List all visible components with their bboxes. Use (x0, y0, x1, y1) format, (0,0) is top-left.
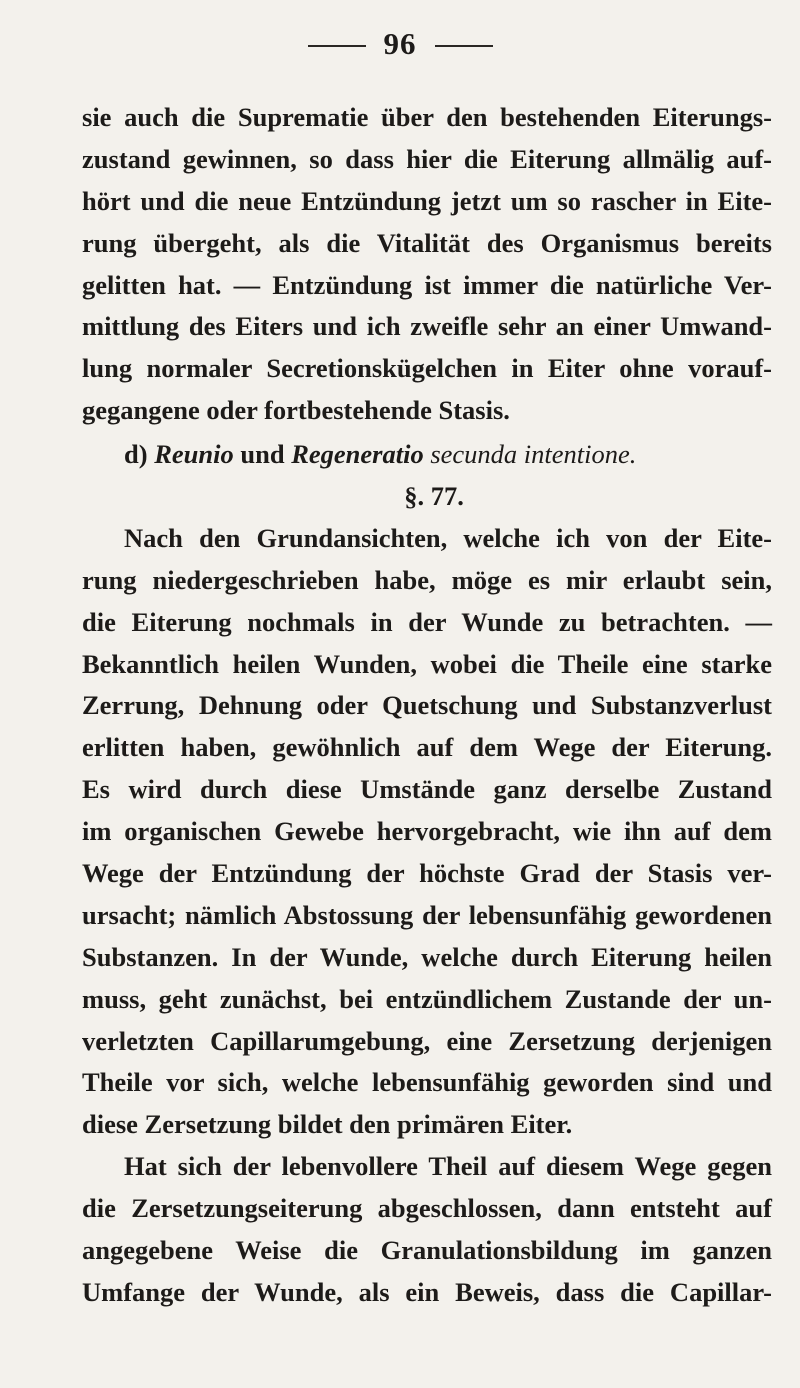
paragraph-1 (82, 97, 772, 432)
text-line: verletzten Capillarumgebung, eine Zersetzung derjenigen (82, 1025, 772, 1056)
text-line: Theile vor sich, welche lebensunfähig geworden sind und (82, 1067, 772, 1098)
subheading-prefix: d) (124, 439, 148, 470)
text-line: angegebene Weise die Granulationsbildung im ganzen (82, 1235, 772, 1266)
text-line: Zerrung, Dehnung oder Quetschung und Substanzverlust (82, 690, 772, 721)
text-line: die Eiterung nochmals in der Wunde zu betrachten. — (82, 606, 772, 637)
text-line: muss, geht zunächst, bei entzündlichem Zustande der un- (82, 983, 772, 1014)
text-line: erlitten haben, gewöhnlich auf dem Wege der Eiterung. (82, 732, 772, 763)
subheading-term-secunda: secunda intentione. (430, 439, 637, 470)
text-line: hört und die neue Entzündung jetzt um so rascher in Eite- (82, 185, 772, 216)
text-line: im organischen Gewebe hervorgebracht, wie ihn auf dem (82, 816, 772, 847)
subheading-term-regeneratio: Regeneratio (291, 439, 424, 470)
paragraph-2 (82, 518, 772, 1146)
text-line: Substanzen. In der Wunde, welche durch Eiterung heilen (82, 941, 772, 972)
text-line: die Zersetzungseiterung abgeschlossen, dann entsteht auf (82, 1193, 772, 1224)
text-line: gegangene oder fortbestehende Stasis. (82, 395, 510, 426)
text-line: rung übergeht, als die Vitalität des Organismus bereits (82, 227, 772, 258)
text-line: Nach den Grundansichten, welche ich von der Eite- (124, 522, 772, 553)
page-number: 96 (383, 26, 417, 61)
text-line: mittlung des Eiters und ich zweifle sehr an einer Umwand- (82, 311, 772, 342)
body-text (82, 97, 772, 1314)
text-line: sie auch die Suprematie über den bestehenden Eiterungs- (82, 102, 772, 132)
text-line: lung normaler Secretionskügelchen in Eiter ohne vorauf- (82, 353, 772, 384)
text-line: Umfange der Wunde, als ein Beweis, dass die Capillar- (82, 1276, 772, 1307)
paragraph-3 (82, 1146, 772, 1314)
text-line: gelitten hat. — Entzündung ist immer die natürliche Ver- (82, 269, 772, 300)
subheading-conjunction: und (240, 439, 285, 470)
text-line: Hat sich der lebenvollere Theil auf diesem Wege gegen (124, 1151, 772, 1182)
text-line: ursacht; nämlich Abstossung der lebensunfähig gewordenen (82, 899, 772, 930)
subheading-term-reunio: Reunio (154, 439, 234, 470)
header-rule-right (435, 45, 493, 47)
page-header (0, 26, 800, 62)
text-line: Es wird durch diese Umstände ganz derselbe Zustand (82, 774, 772, 805)
header-rule-left (308, 45, 366, 47)
subheading (82, 434, 772, 476)
text-line: Wege der Entzündung der höchste Grad der Stasis ver- (82, 858, 772, 889)
section-label: §. 77. (404, 481, 464, 512)
text-line: zustand gewinnen, so dass hier die Eiterung allmälig auf- (82, 143, 772, 174)
text-line: diese Zersetzung bildet den primären Eiter. (82, 1109, 573, 1140)
text-line: Bekanntlich heilen Wunden, wobei die Theile eine starke (82, 648, 772, 679)
text-line: rung niedergeschrieben habe, möge es mir erlaubt sein, (82, 564, 772, 595)
